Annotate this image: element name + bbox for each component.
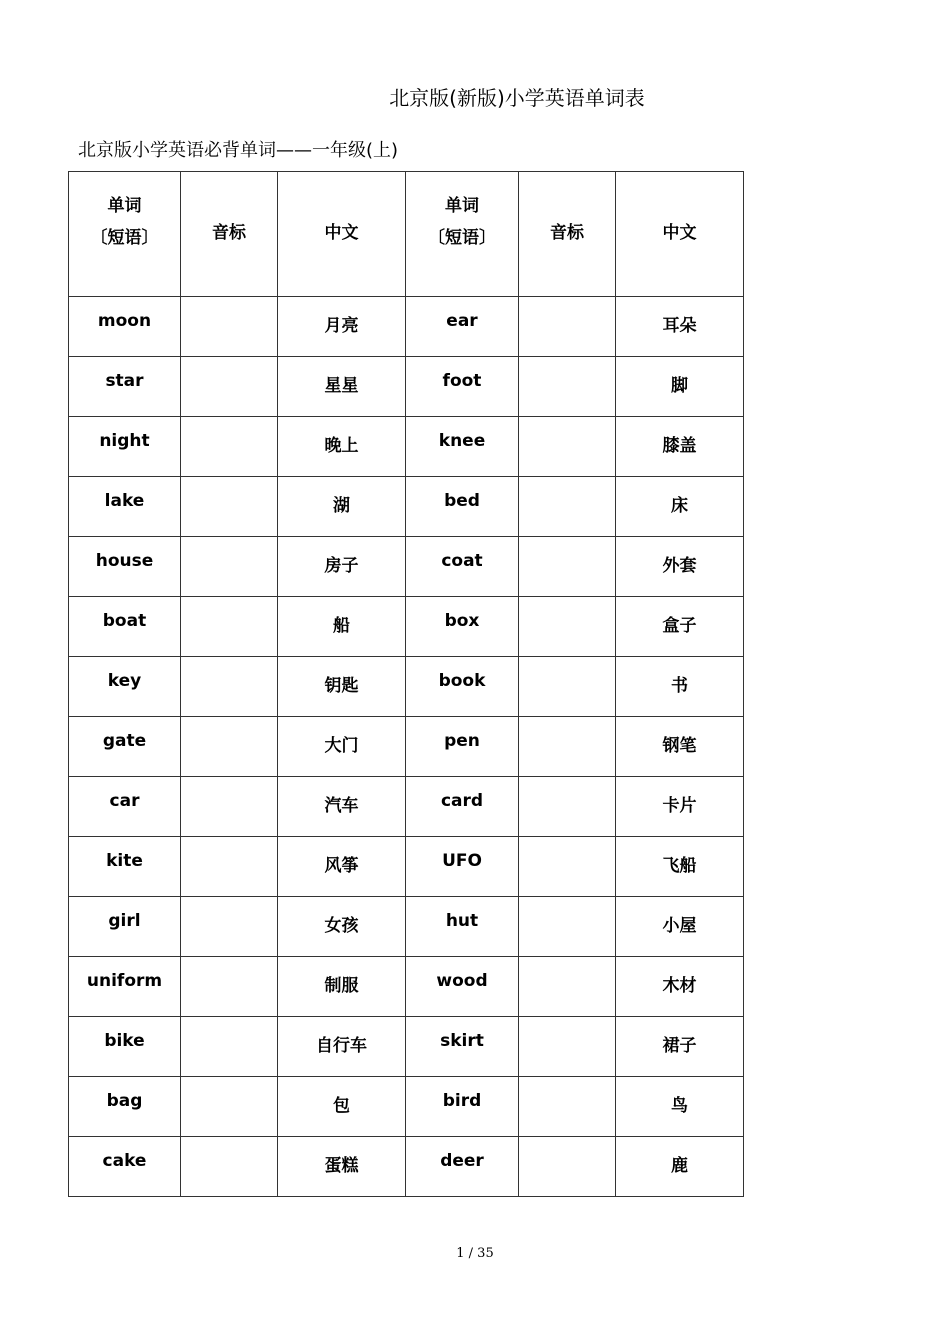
word-cell-text: kite — [106, 851, 143, 871]
word-cell — [69, 1137, 181, 1197]
chinese-cell-text: 制服 — [324, 976, 359, 996]
header-phonetic-2: 音标 — [519, 172, 616, 297]
word-cell — [69, 417, 181, 477]
chinese-cell — [616, 417, 744, 477]
word-cell — [406, 837, 519, 897]
chinese-cell-text: 床 — [671, 496, 688, 516]
phonetic-cell — [181, 477, 278, 537]
word-cell — [406, 1017, 519, 1077]
word-cell-text: bed — [444, 491, 480, 511]
chinese-cell-text: 晚上 — [324, 436, 359, 456]
phonetic-cell — [519, 477, 616, 537]
chinese-cell-text: 蛋糕 — [324, 1156, 359, 1176]
word-cell-text: night — [99, 431, 150, 451]
phonetic-cell — [519, 837, 616, 897]
table-row — [69, 297, 744, 357]
word-cell — [406, 777, 519, 837]
phonetic-cell — [519, 657, 616, 717]
phonetic-cell — [519, 597, 616, 657]
word-cell-text: uniform — [86, 971, 163, 991]
header-word-phrase-label: 〔短语〕 — [428, 228, 496, 248]
phonetic-cell — [519, 777, 616, 837]
chinese-cell — [278, 717, 406, 777]
chinese-cell-text: 裙子 — [662, 1036, 697, 1056]
chinese-cell — [616, 1017, 744, 1077]
chinese-cell-text: 膝盖 — [662, 436, 697, 456]
chinese-cell-text: 船 — [333, 616, 350, 636]
word-cell-text: star — [105, 371, 144, 391]
phonetic-cell — [181, 957, 278, 1017]
word-cell-text: bike — [104, 1031, 145, 1051]
word-cell-text: box — [444, 611, 480, 631]
word-cell-text: house — [95, 551, 154, 571]
word-cell — [406, 297, 519, 357]
phonetic-cell — [181, 297, 278, 357]
chinese-cell-text: 鹿 — [671, 1156, 688, 1176]
chinese-cell — [616, 477, 744, 537]
phonetic-cell — [519, 957, 616, 1017]
word-cell-text: lake — [104, 491, 145, 511]
phonetic-cell — [181, 597, 278, 657]
page-title: 北京版(新版)小学英语单词表 — [389, 86, 645, 110]
word-cell-text: bag — [106, 1091, 143, 1111]
phonetic-cell — [181, 897, 278, 957]
chinese-cell — [278, 1137, 406, 1197]
table-row — [69, 957, 744, 1017]
table-row — [69, 537, 744, 597]
chinese-cell-text: 钥匙 — [324, 676, 359, 696]
header-chinese: 中文 — [278, 172, 406, 297]
word-cell — [69, 537, 181, 597]
phonetic-cell — [181, 1137, 278, 1197]
chinese-cell — [616, 597, 744, 657]
phonetic-cell — [181, 717, 278, 777]
word-cell — [69, 957, 181, 1017]
chinese-cell-text: 汽车 — [324, 796, 359, 816]
word-cell-text: pen — [444, 731, 480, 751]
word-cell-text: hut — [445, 911, 479, 931]
phonetic-cell — [519, 417, 616, 477]
word-cell-text: foot — [442, 371, 482, 391]
phonetic-cell — [181, 537, 278, 597]
word-cell — [69, 657, 181, 717]
chinese-cell-text: 女孩 — [324, 916, 359, 936]
chinese-cell-text: 鸟 — [671, 1096, 688, 1116]
chinese-cell — [616, 777, 744, 837]
chinese-cell — [616, 1077, 744, 1137]
phonetic-cell — [181, 1017, 278, 1077]
word-cell — [69, 1077, 181, 1137]
chinese-cell — [278, 597, 406, 657]
word-cell — [69, 717, 181, 777]
phonetic-cell — [519, 537, 616, 597]
chinese-cell — [278, 897, 406, 957]
table-header-row — [69, 172, 744, 297]
word-cell — [406, 537, 519, 597]
chinese-cell-text: 房子 — [324, 556, 359, 576]
table-row — [69, 657, 744, 717]
chinese-cell-text: 包 — [333, 1096, 350, 1116]
chinese-cell-text: 星星 — [324, 376, 359, 396]
word-cell — [406, 417, 519, 477]
phonetic-cell — [181, 357, 278, 417]
chinese-cell — [616, 717, 744, 777]
chinese-cell-text: 飞船 — [662, 856, 697, 876]
table-row — [69, 1017, 744, 1077]
phonetic-cell — [519, 1017, 616, 1077]
word-cell — [406, 477, 519, 537]
phonetic-cell — [181, 1077, 278, 1137]
phonetic-cell — [519, 717, 616, 777]
header-word-phrase-label: 〔短语〕 — [90, 228, 159, 248]
word-cell — [406, 897, 519, 957]
chinese-cell — [278, 417, 406, 477]
chinese-cell-text: 卡片 — [662, 796, 697, 816]
table-row — [69, 477, 744, 537]
chinese-cell — [278, 657, 406, 717]
chinese-cell-text: 盒子 — [662, 616, 697, 636]
chinese-cell-text: 木材 — [662, 976, 697, 996]
word-cell — [406, 1077, 519, 1137]
word-cell — [69, 777, 181, 837]
word-cell-text: cake — [102, 1151, 147, 1171]
chinese-cell-text: 湖 — [333, 496, 350, 516]
word-cell-text: UFO — [442, 851, 482, 871]
chinese-cell-text: 耳朵 — [662, 316, 697, 336]
chinese-cell — [278, 297, 406, 357]
header-phonetic: 音标 — [181, 172, 278, 297]
header-word — [69, 172, 181, 297]
word-cell — [406, 657, 519, 717]
chinese-cell — [278, 477, 406, 537]
header-word-2 — [406, 172, 519, 297]
phonetic-cell — [519, 1077, 616, 1137]
chinese-cell — [278, 1017, 406, 1077]
table-row — [69, 837, 744, 897]
phonetic-cell — [519, 297, 616, 357]
table-row — [69, 1137, 744, 1197]
word-cell-text: gate — [102, 731, 147, 751]
word-cell — [69, 357, 181, 417]
chinese-cell — [616, 537, 744, 597]
word-cell-text: bird — [442, 1091, 482, 1111]
chinese-cell — [616, 657, 744, 717]
chinese-cell — [278, 357, 406, 417]
word-cell — [69, 1017, 181, 1077]
chinese-cell-text: 外套 — [662, 556, 697, 576]
section-subtitle: 北京版小学英语必背单词——一年级(上) — [78, 140, 399, 161]
word-cell — [69, 477, 181, 537]
header-word-label: 单词 — [445, 196, 479, 216]
word-cell — [69, 597, 181, 657]
chinese-cell-text: 月亮 — [324, 316, 359, 336]
chinese-cell — [616, 897, 744, 957]
word-cell-text: girl — [108, 911, 141, 931]
chinese-cell — [616, 837, 744, 897]
phonetic-cell — [181, 657, 278, 717]
table-row — [69, 357, 744, 417]
chinese-cell-text: 自行车 — [316, 1036, 367, 1056]
phonetic-cell — [181, 417, 278, 477]
chinese-cell-text: 脚 — [671, 376, 688, 396]
table-row — [69, 897, 744, 957]
word-cell — [69, 297, 181, 357]
chinese-cell — [616, 957, 744, 1017]
chinese-cell-text: 书 — [671, 676, 688, 696]
word-cell-text: wood — [436, 971, 488, 991]
word-cell-text: car — [109, 791, 140, 811]
word-cell-text: deer — [440, 1151, 484, 1171]
chinese-cell-text: 风筝 — [324, 856, 359, 876]
table-row — [69, 417, 744, 477]
vocabulary-table — [68, 171, 744, 1197]
word-cell — [406, 717, 519, 777]
table-row — [69, 717, 744, 777]
phonetic-cell — [519, 897, 616, 957]
table-row — [69, 1077, 744, 1137]
header-chinese-2: 中文 — [616, 172, 744, 297]
word-cell — [406, 597, 519, 657]
word-cell-text: ear — [446, 311, 478, 331]
word-cell — [69, 837, 181, 897]
chinese-cell — [278, 537, 406, 597]
phonetic-cell — [181, 777, 278, 837]
chinese-cell-text: 小屋 — [662, 916, 697, 936]
phonetic-cell — [519, 357, 616, 417]
table-row — [69, 597, 744, 657]
word-cell — [406, 957, 519, 1017]
word-cell-text: key — [107, 671, 142, 691]
header-word-label: 单词 — [107, 196, 142, 216]
chinese-cell — [278, 777, 406, 837]
word-cell — [406, 357, 519, 417]
word-cell-text: card — [440, 791, 484, 811]
chinese-cell-text: 大门 — [324, 736, 359, 756]
word-cell-text: coat — [441, 551, 483, 571]
chinese-cell — [616, 357, 744, 417]
word-cell-text: skirt — [440, 1031, 484, 1051]
page-number: 1 / 35 — [456, 1246, 494, 1261]
chinese-cell — [616, 1137, 744, 1197]
chinese-cell — [278, 837, 406, 897]
table-row — [69, 777, 744, 837]
phonetic-cell — [181, 837, 278, 897]
chinese-cell — [616, 297, 744, 357]
word-cell-text: knee — [438, 431, 486, 451]
chinese-cell-text: 钢笔 — [662, 736, 697, 756]
word-cell — [69, 897, 181, 957]
phonetic-cell — [519, 1137, 616, 1197]
chinese-cell — [278, 957, 406, 1017]
chinese-cell — [278, 1077, 406, 1137]
word-cell-text: boat — [102, 611, 147, 631]
word-cell-text: moon — [97, 311, 152, 331]
word-cell — [406, 1137, 519, 1197]
word-cell-text: book — [438, 671, 486, 691]
